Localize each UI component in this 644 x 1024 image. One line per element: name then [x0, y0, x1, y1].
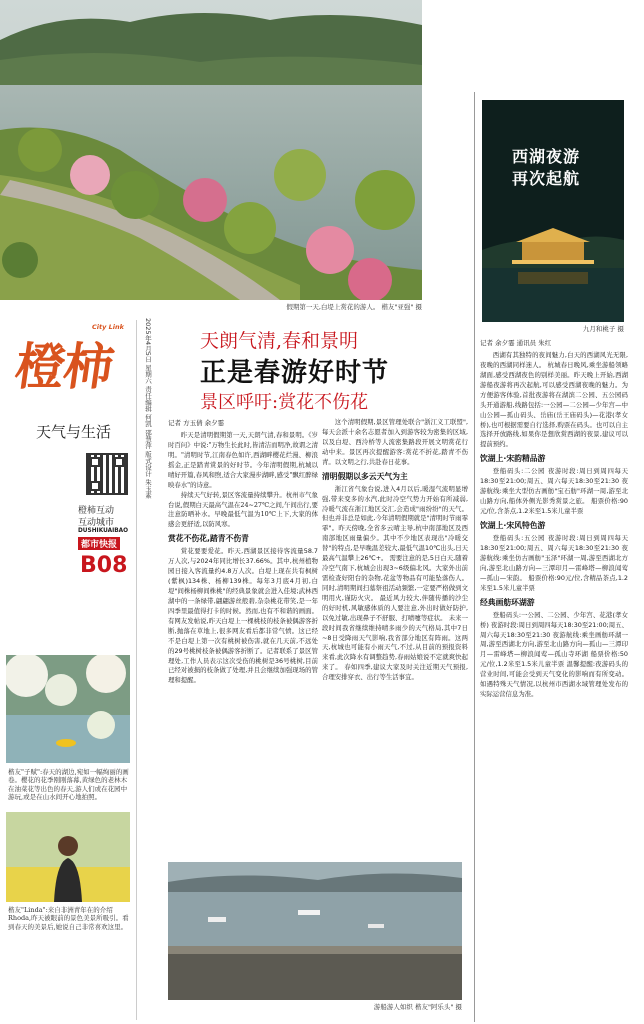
- right-intro: 西湖有其独特的夜间魅力,白天的西湖风光无限,夜晚的西湖同样迷人。 杭城春日晚风,乘坐游船领略湖面,感受西湖夜色的别样美丽。昨天晚上开始,西湖游船夜游将再次起航,可以感受西湖夜晚的魅力。为方便游客体验,首批夜游将在湖滨二公园、五公园码头开通游船,线路包括:一公园—二公园—少年宫—中山公园—孤山码头、岳庙(岳王庙码头)—花港(孝女桥),也可根据需要自行选择,购票在码头。也可以自主选择开放路线,如果你是想欣赏西湖的夜景,建议可以提前预约。: [480, 351, 628, 449]
- section-1-title: 赏花不伤花,踏青不伤青: [168, 534, 249, 544]
- paper-pinyin: DUSHIKUAIBAO: [78, 528, 129, 534]
- headline-kicker: 天朗气清,春和景明: [200, 330, 359, 352]
- bottom-photo-boats: [168, 862, 462, 1000]
- section-1-body: 赏花要要爱花。昨天,西湖景区接待客流量58.7万人次,与2024年同比增长37.66%。其中,杭州植物园日接入客流量约4.8万人次。白堤上现在共有枫树(紫枫)134株、杨柳139株。每年3月底4月初,白堤"间株杨柳间株桃"的经典景象就会进入佳境;武林西湖中的一条绿带,翩翩游丝般碧,杂杂桃花带笑,是一年四季里最值得打卡的时候。然而,也有不和谐的画面。有网友发帖说,昨天白堤上一棵桃枝的枝条被偶游客折断,抛落在草地上,很多网友看后都非常气愤。这已经不是白堤上第一次有桃树被伤害,就在几天前,不远处的29号桃树枝条被偶游客折断了。记者联系了景区管理处,工作人员表示这次受伤的桃树是36号桃树,目前已经对被损的枝条做了处理,并且会继续加强现场的管理和提醒。: [168, 547, 318, 685]
- night-cruise-poster: [482, 100, 624, 322]
- right-section-a-title: 饮湖上·宋韵精品游: [480, 454, 546, 464]
- brand-subtitle: 天气与生活: [36, 423, 112, 441]
- right-section-c-body: 登船码头:一公园、二公园、少年宫、花港(孝女桥) 夜游时段:周日到周四每天18:30至21:00;周五、周六每天18:30至21:30 夜游航线:乘坐画舫环湖一周,游至西湖北方向,游至北山路方向—孤山—三潭印月—雷峰塔—柳浪闻莺—孤山寺环湖 船票价格:50元/位,1.2米至1.5米儿童半票 温馨提醒:夜游码头的营业时间,可能会受到天气变化的影响而有所变动。如遇特殊天气情况,以杭州市西湖水域管理处发布的实际运营信息为准。: [480, 610, 628, 699]
- qr-caption-line2: 互动城市: [78, 518, 115, 528]
- article-column-2: [322, 418, 468, 858]
- right-section-b-body: 登船码头:五公园 夜游时段:周日到周四每天18:30至21:00;周五、周六每天18:30至21:30 夜游航线:乘坐仿古画舫"玉泽"环湖一周,游至西湖北方向,游至北山路方向—三潭印月—雷峰塔—柳浪闻莺—孤山—宋韵。 船票价格:90元/位,含精品茶点,1.2米至1.5米儿童半票: [480, 534, 628, 592]
- city-link-tag: City Link: [92, 323, 124, 331]
- right-section-a-body: 登船码头:二公园 夜游时段:周日到周四每天18:30至21:00;周五、周六每天18:30至21:30 夜游航线:乘坐大型仿古画舫"宝石舫"环湖一周,游至北山路方向,船体外侧光影秀赏景之旅。 船票价格:90元/位,含茶点,1.2米至1.5米儿童半票: [480, 467, 628, 516]
- qr-code: [86, 453, 128, 495]
- column-divider-left: [136, 320, 137, 1020]
- qr-caption-line1: 橙柿互动: [78, 506, 115, 516]
- poster-title-line1: 西湖夜游: [512, 147, 581, 166]
- top-photo: [0, 0, 422, 300]
- article-intro-2: 持续天气好转,景区客流量持续攀升。杭州市气象台说,假期白天最高气温在24~27℃之间,午间出行,要注意防晒补水。早晚最低气温为10℃上下,大家的体感会更舒适,以防风寒。: [168, 490, 318, 529]
- left-photo-visitor: [6, 812, 130, 902]
- date-line: 2025年4月5日 星期六 责任编辑 何凯 邵慧萍 版式设计 朱玉素: [144, 318, 152, 499]
- west-lake-baidi-photo: [0, 0, 422, 300]
- brand-block: [11, 315, 136, 655]
- article-column-1: [168, 418, 318, 858]
- paper-name: 都市快报: [78, 537, 120, 550]
- right-byline: 记者 余夕霎 通讯员 朱红: [480, 339, 552, 347]
- column-2-paragraph: 这个清明假期,景区管理处联合"浙江义工联盟",每天会派十余名志愿者加入到游客较为密集的区域,以及白堤、西泠桥等人流密集路段开展文明赏花行动中来。景区再次提醒游客:赏花不折花,踏青不伤青。以文明之行,共赴春日花事。: [322, 418, 468, 466]
- column-divider: [474, 92, 475, 1022]
- article-byline: 记者 方玉倩 余夕霎: [168, 419, 225, 427]
- right-column: [480, 338, 628, 1018]
- headline-sub: 景区呼吁:赏花不伤花: [200, 392, 369, 413]
- page-number: B08: [80, 553, 128, 578]
- left-photo-2-caption: 楷友"Linda":来自非洲青年在的介绍Rhoda,昨天被眼前的景色美景所吸引。看到春天的美景后,她说自己非常喜欢这里。: [8, 906, 129, 931]
- brand-logo: 橙柿: [11, 337, 116, 396]
- left-photo-flowers: [6, 655, 130, 763]
- poster-title-line2: 再次起航: [512, 169, 581, 188]
- section-2-body: 浙江省气象台说,进入4月以后,暖湿气流明显增强,带来变多的水汽,此时冷空气势力开始有所减弱,冷暖气流在浙江地区交汇,会造成"雨纷纷"的天气。但也并非总是如此,今年清明假期就是"清明时节雨霏霏"。昨天傍晚,全省多云晴主导,杭中南部地区及西南部地区雨量偏少。其中不少地区表现出"冷暖交替"的特点,是早晚温差较大,最低气温10℃出头,日天最高气温攀上26℃+。 需要注意的是,5日白天,随着冷空气南下,杭城会出现3~6级偏北风。大家外出前需检查好阳台的杂物,花盆等物品有可能坠落伤人。同时,清明期间扫墓祭祖活动频繁,一定要严格做到文明用火,谨防火灾。 最近风力较大,伴随传播的沙尘的好时机,风敏感体质的人要注意,外出时做好防护,以免过敏,出现鼻子不舒服、打喷嚏等症状。 未来一段时间我省继续维持晴多雨少的天气格局,其中7日~8日受降雨天气影响,我省部分地区有阵雨。这两天,杭城也可能有小雨天气,不过,从目前的预报资料来看,此次降水有调整趋势,春雨姑娘说不定就爽快起来了。 春如四季,建议大家及时关注近期天气预报,合理安排穿衣、出行等生活事宜。: [322, 484, 468, 682]
- article-intro: 昨天是清明假期第一天,天朗气清,春和景明。《岁时百问》中说:"万物生长此时,皆清洁而明净,故谓之清明。"清明时节,江南春色如许,西湖畔樱花烂漫、柳浪摇金,正是踏青赏景的好时节。今年清明假期,杭城以晴好开篇,春风和煦,适合大家漫步湖畔,感受"飘红醉绿映春水"的诗意。: [168, 431, 318, 489]
- section-2-title: 清明假期以多云天气为主: [322, 471, 408, 481]
- bottom-photo-caption: 游船游人如织 楷友"阿乐头" 摄: [373, 1003, 462, 1011]
- poster-credit: 九月和桃子 摄: [582, 325, 624, 333]
- right-section-c-title: 经典画舫环湖游: [480, 597, 535, 607]
- headline-main: 正是春游好时节: [200, 358, 390, 388]
- right-section-b-title: 饮湖上·宋风特色游: [480, 520, 546, 530]
- left-photo-1-caption: 楷友"子赋":春天的湖边,宛如一幅绚丽的画卷。樱花的花季刚刚落幕,黄绿色的老林木在油菜花等出色的春天,游人们或在花园中游玩,或是在山水间开心地拍照。: [8, 768, 129, 802]
- night-pavilion-illustration: [482, 100, 624, 322]
- top-photo-caption: 假期第一天,白堤上赏花的游人。 楷友"亚强" 摄: [286, 303, 422, 311]
